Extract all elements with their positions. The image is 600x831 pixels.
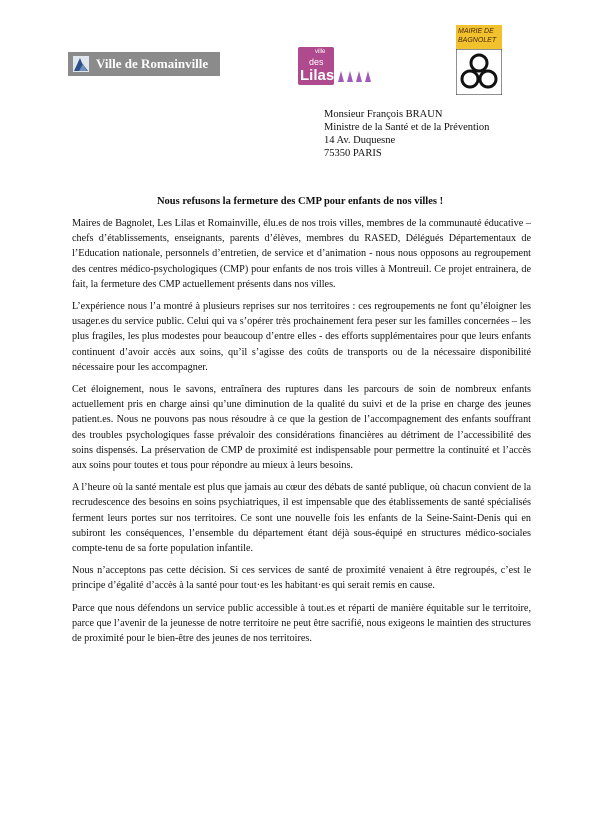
bagnolet-logo-line2: BAGNOLET — [458, 37, 497, 44]
bagnolet-logo-banner — [456, 25, 502, 49]
paragraph: L’expérience nous l’a montré à plusieurs reprises sur nos territoires : ces regroupements ne font qu’éloigner les usager.es du service public. Celui qui va s’opérer très prochainement fera peser sur les familles concernées – les plus fragiles, les plus modestes pour beaucoup d’entre elles - des efforts supplémentaires pour que leurs enfants continuent d’avoir accès aux soins, qu’il s’agisse des coûts de transports ou de la nécessaire disponibilité nécessaire pour les accompagner. — [72, 301, 531, 373]
romainville-emblem-icon — [72, 55, 90, 73]
recipient-address — [324, 108, 544, 160]
letter-title: Nous refusons la fermeture des CMP pour enfants de nos villes ! — [156, 196, 444, 207]
les-lilas-logo — [298, 47, 374, 87]
lilas-logo-name: Lilas — [300, 67, 335, 84]
paragraph: Cet éloignement, nous le savons, entraînera des ruptures dans les parcours de soin de nombreux enfants actuellement pris en charge ainsi qu’une diminution de la qualité du suivi et de la prise en charge des jeunes patient.es. Nous ne pouvons pas nous résoudre à ce que la gestion de l’accompagnement des enfants souffrant des troubles psychologiques fasse prévaloir des considérations financières au détriment de l’accessibilité des soins dispensés. La préservation de CMP de proximité est indispensable pour permettre la continuité et l’accès aux soins pour toutes et tous pour répondre au mieux à leurs besoins. — [72, 384, 531, 472]
recipient-title: Ministre de la Santé et de la Prévention — [324, 122, 490, 133]
letter-body — [72, 216, 531, 653]
lilas-flowers-icon — [336, 69, 372, 86]
recipient-name: Monsieur François BRAUN — [324, 109, 443, 120]
bagnolet-logo-line1: MAIRIE DE — [458, 28, 494, 35]
romainville-logo-text: Ville de Romainville — [96, 56, 209, 71]
paragraph: Parce que nous défendons un service public accessible à tout.es et réparti de manière équitable sur le territoire, parce que l’avenir de la jeunesse de notre territoire ne peut être sacrifié, nous exigeons le maintien des structures de proximité pour le bien-être des jeunes de nos territoires. — [72, 602, 531, 645]
paragraph: Nous n’acceptons pas cette décision. Si ces services de santé de proximité venaient à être regroupés, c’est le principe d’égalité d’accès à la santé pour tout·es les habitant·es qui serait remis en cause. — [72, 565, 531, 592]
lilas-logo-ville: ville — [315, 49, 326, 55]
paragraph: A l’heure où la santé mentale est plus que jamais au cœur des débats de santé publique, où chacun convient de la recrudescence des besoins en soins psychiatriques, il est impensable que des établissements de santé spécialisés ferment leurs portes sur nos territoires. Ce sont une nouvelle fois les enfants de la Seine-Saint-Denis qui en subiront les conséquences, l’ensemble du département étant déjà sous-équipé en structures médico-sociales compte-tenu de sa forte population infantile. — [72, 482, 531, 555]
romainville-logo — [68, 52, 220, 76]
paragraph: Maires de Bagnolet, Les Lilas et Romainville, élu.es de nos trois villes, membres de la communauté éducative – chefs d’établissements, enseignants, parents d’élèves, membres du RASED, Délégués Départementaux de l’Education nationale, personnels d’entretien, de service et d’animation - nous nous opposons au regroupement des centres médico-psychologiques (CMP) pour enfants de nos trois villes à Montreuil. Ce projet entrainera, de fait, la fermeture des CMP actuellement présents dans nos villes. — [72, 218, 531, 290]
recipient-city: 75350 PARIS — [324, 148, 382, 159]
bagnolet-logo — [456, 25, 502, 95]
bagnolet-emblem-icon — [456, 49, 502, 95]
recipient-street: 14 Av. Duquesne — [324, 135, 396, 146]
lilas-logo-des: des — [309, 57, 324, 67]
